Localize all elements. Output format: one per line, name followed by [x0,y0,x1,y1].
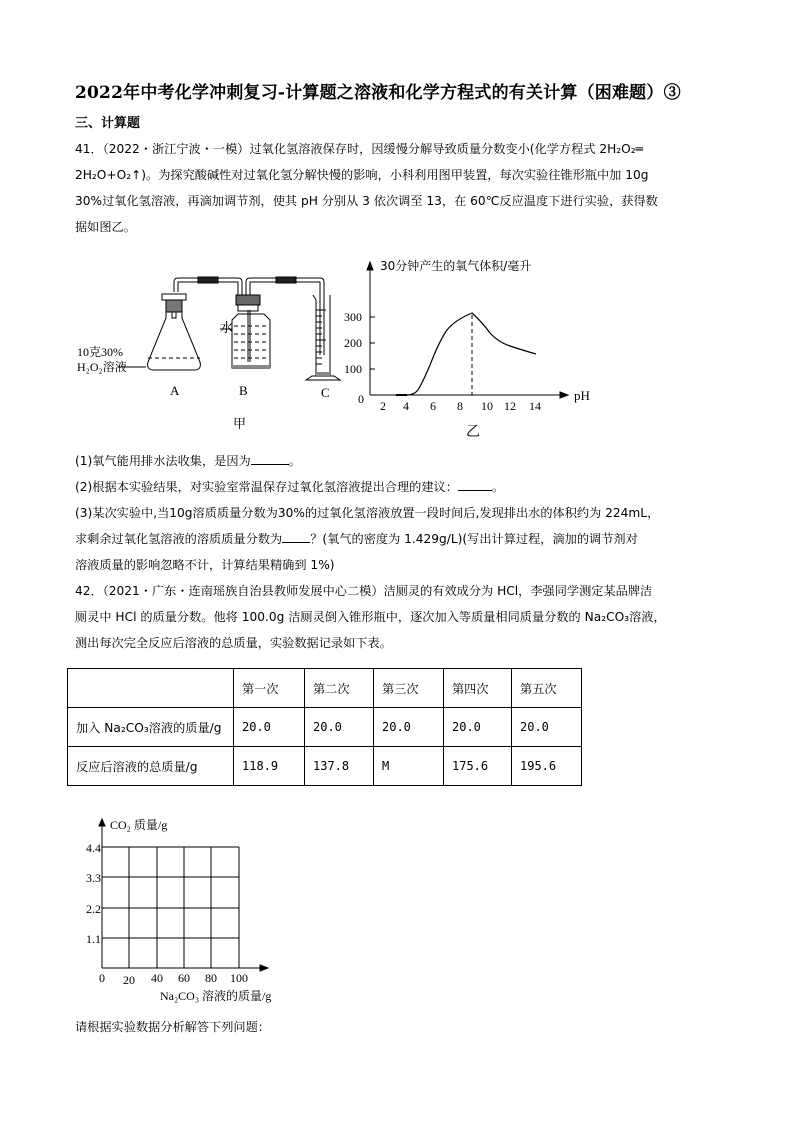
table-cell: 118.9 [234,747,305,786]
header-cell [68,669,234,708]
q42-intro-line-1: 42．（2021・广东・连南瑶族自治县教师发展中心二模）洁厕灵的有效成分为 HCl，李强同学测定某品牌洁 [75,584,653,598]
co2-y-tick-labels [86,841,101,946]
q41-intro-line-4: 据如图乙。 [75,220,136,234]
q41-intro-line-2: 2H₂O+O₂↑)。为探究酸碱性对过氧化氢分解快慢的影响，小科利用图甲装置，每次实验往锥形瓶中加 10g [75,168,649,182]
q41-sub3-line-2: 求剩余过氧化氢溶液的溶质质量分数为 ？(氧气的密度为 1.429g/L)(写出计算过程，滴加的调节剂对 [75,526,725,552]
experiment-data-table [67,668,582,786]
q42-closing: 请根据实验数据分析解答下列问题： [75,1020,270,1034]
label-c: C [321,385,330,400]
x-axis-arrow-icon [260,965,268,971]
table-cell: 20.0 [305,708,374,747]
answer-blank-2[interactable] [458,476,492,491]
grid-lines [102,847,239,968]
q42-intro-line-3: 测出每次完全反应后溶液的总质量，实验数据记录如下表。 [75,636,392,650]
q41-subquestions [75,448,725,578]
solution-label-1: 10克30% [77,345,123,359]
q42-intro-line-2: 厕灵中 HCl 的质量分数。他将 100.0g 洁厕灵倒入锥形瓶中，逐次加入等质量相同质量分数的 Na₂CO₃溶液， [75,610,666,624]
header-cell: 第一次 [234,669,305,708]
y-axis-arrow-icon [367,262,373,270]
svg-text:4: 4 [403,399,409,413]
q41-sub3-line-1: (3)某次实验中,当10g溶质质量分数为30%的过氧化氢溶液放置一段时间后,发现排出水的体积约为 224mL， [75,506,660,520]
svg-text:14: 14 [529,399,541,413]
table-cell: 175.6 [444,747,512,786]
chart-caption: 乙 [466,424,480,440]
header-cell: 第五次 [512,669,582,708]
q41-sub2: (2)根据本实验结果，对实验室常温保存过氧化氢溶液提出合理的建议： 。 [75,474,725,500]
q42-intro [75,578,725,656]
figure-jia-caption: 甲 [233,417,247,432]
svg-text:40: 40 [151,971,163,985]
svg-text:80: 80 [205,971,217,985]
oxygen-curve [396,313,536,395]
svg-text:200: 200 [344,336,362,350]
table-cell: 20.0 [374,708,444,747]
apparatus-figure [60,250,360,440]
ph-oxygen-chart [340,250,610,445]
solution-label-2: H₂O₂溶液 [77,360,127,374]
table-header-row [68,669,582,708]
svg-text:60: 60 [178,971,190,985]
co2-grid-chart [80,810,310,1010]
row-label: 反应后溶液的总质量/g [68,747,234,786]
svg-text:100: 100 [230,971,248,985]
co2-y-label: CO₂ 质量/g [110,818,168,832]
table-cell: M [374,747,444,786]
svg-text:12: 12 [504,399,516,413]
document-title: 2022年中考化学冲刺复习-计算题之溶液和化学方程式的有关计算（困难题）③ [75,83,681,103]
section-heading: 三、计算题 [75,116,141,131]
graduated-cylinder-c [306,295,340,380]
svg-text:1.1: 1.1 [86,932,101,946]
svg-text:8: 8 [457,399,463,413]
svg-text:4.4: 4.4 [86,841,101,855]
table-cell: 20.0 [512,708,582,747]
header-cell: 第三次 [374,669,444,708]
answer-blank-3[interactable] [282,528,310,543]
q41-intro-line-3: 30%过氧化氢溶液，再滴加调节剂，使其 pH 分别从 3 依次调至 13，在 60℃反应温度下进行实验，获得数 [75,194,658,208]
x-tick-labels [380,399,541,413]
svg-text:2: 2 [380,399,386,413]
svg-text:10: 10 [481,399,493,413]
water-label: 水 [220,321,234,336]
table-row [68,708,582,747]
y-tick-labels [344,310,364,406]
svg-text:0: 0 [358,392,364,406]
answer-blank-1[interactable] [251,450,289,465]
table-cell: 20.0 [444,708,512,747]
label-a: A [170,383,180,398]
connecting-tube-ab [174,277,242,295]
co2-x-tick-labels [99,971,248,987]
svg-text:0: 0 [99,971,105,985]
svg-text:3.3: 3.3 [86,871,101,885]
header-cell: 第二次 [305,669,374,708]
co2-x-label: Na₂CO₃ 溶液的质量/g [160,989,272,1003]
table-cell: 20.0 [234,708,305,747]
q41-sub1: (1)氧气能用排水法收集，是因为 。 [75,448,725,474]
svg-text:100: 100 [344,362,362,376]
table-cell: 195.6 [512,747,582,786]
table-cell: 137.8 [305,747,374,786]
x-axis-arrow-icon [560,392,568,398]
row-label: 加入 Na₂CO₃溶液的质量/g [68,708,234,747]
label-b: B [239,383,248,398]
conical-flask-a [118,294,200,370]
chart-y-label: 30分钟产生的氧气体积/毫升 [380,259,532,273]
header-cell: 第四次 [444,669,512,708]
q41-sub3-line-3: 溶液质量的影响忽略不计，计算结果精确到 1%) [75,558,335,572]
svg-text:20: 20 [123,973,135,987]
q41-intro-line-1: 41．（2022・浙江宁波・一模）过氧化氢溶液保存时，因缓慢分解导致质量分数变小(化学方程式 2H₂O₂═ [75,142,643,156]
q41-intro [75,136,725,240]
chart-x-label: pH [574,388,590,403]
svg-text:6: 6 [430,399,436,413]
y-axis-arrow-icon [99,819,105,826]
svg-text:2.2: 2.2 [86,902,101,916]
table-row [68,747,582,786]
svg-text:300: 300 [344,310,362,324]
